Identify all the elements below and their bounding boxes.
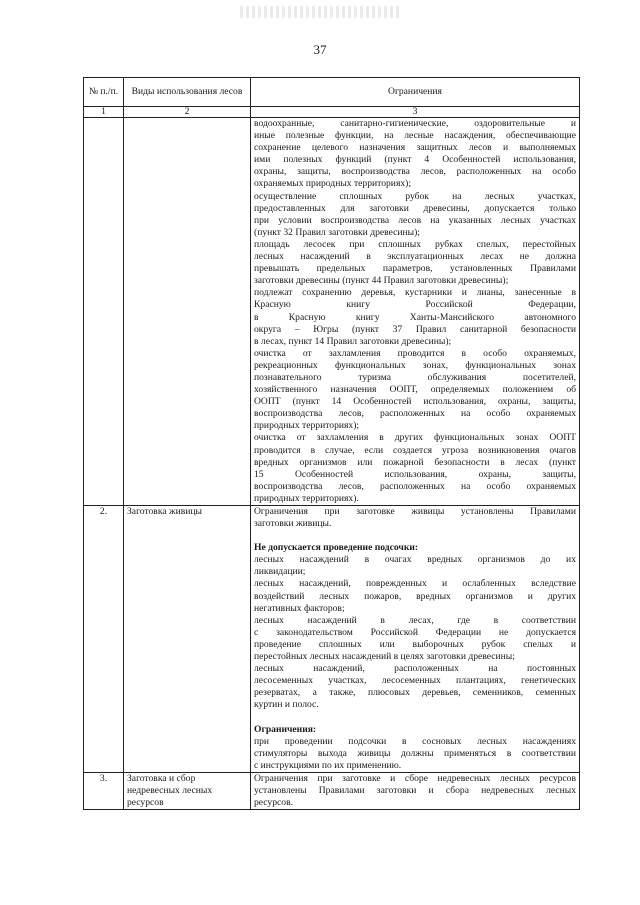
column-number-row [84,107,580,118]
text-line: перестойных лесных насаждений в целях заготовки древесины; [254,651,515,663]
text-line: лесных насаждений в очагах вредных организмов до их [254,554,576,566]
text-line: охраняемых природных территориях); [254,178,412,190]
text-line: превышать предельных параметров, установленных Правилами [254,263,576,275]
text-line: в Красную книгу Ханты-Мансийского автономного [254,311,576,323]
text-line: куртин и полос. [254,699,319,711]
text-line: с законодательством Российской Федерации не допускается [254,626,576,638]
table-row [84,772,580,809]
restrictions-cell [251,118,580,506]
table-row [84,118,580,506]
text-line: проведение сплошных или выборочных рубок спелых и [254,638,576,650]
usage-type: Заготовка и сбор недревесных лесных ресурсов [124,772,251,809]
text-line: ликвидации; [254,566,306,578]
text-line: Красную книгу Российской Федерации, [254,299,576,311]
text-line: 15 Особенностей использования, охраны, защиты, [254,468,576,480]
table-header-row [84,78,580,107]
text-line: очистка от захламления проводится в особо охраняемых, [254,347,576,359]
text-line: воспроизводства лесов, расположенных на особо охраняемых [254,408,576,420]
text-line: стимуляторы выхода живицы должны применяться в соответствии [254,747,576,759]
row-number: 3. [84,772,124,809]
text-line: (пункт 32 Правил заготовки древесины); [254,226,420,238]
text-line: вредных организмов или пожарной безопасности в лесах (пункт [254,456,576,468]
header-number: № п./п. [84,78,124,107]
row-number: 2. [84,506,124,773]
text-line: лесных насаждений в лесах, где в соответствии [254,614,576,626]
text-line: лесосеменных участках, лесосеменных плантациях, генетических [254,675,576,687]
text-line: водоохранные, санитарно-гигиенические, оздоровительные и [254,118,576,129]
text-line: в лесах, пункт 14 Правил заготовки древесины); [254,335,452,347]
text-line: при проведении подсочки в сосновых лесных насаждениях [254,735,576,747]
restrictions-table [83,77,580,810]
text-line: познавательного туризма обслуживания посетителей, [254,371,576,383]
text-line: лесных насаждений, поврежденных и ослабленных вследствие [254,578,576,590]
text-line: сохранение целевого назначения защитных лесов и выполняемых [254,142,576,154]
text-line: очистка от захламления в других функциональных зонах ООПТ [254,432,576,444]
text-line: воспроизводства лесов, расположенных на особо охраняемых [254,480,576,492]
restrictions-cell [251,772,580,809]
usage-type: Заготовка живицы [124,506,251,773]
text-line: природных территориях); [254,420,360,432]
text-line: проводится в случае, если создается угроза возникновения очагов [254,444,576,456]
text-line: Ограничения при заготовке и сборе недревесных лесных ресурсов [254,772,576,784]
text-line: рекреационных функциональных зонах, функциональных зонах [254,359,576,371]
header-restrictions: Ограничения [251,78,580,107]
text-line: ими полезных функций (пункт 4 Особенностей использования, [254,154,576,166]
text-line: лесных насаждений в эксплуатационных лесах не должна [254,251,576,263]
scan-artifact [240,6,400,18]
text-line: подлежат сохранению деревья, кустарники и лианы, занесенные в [254,287,576,299]
text-line: Ограничения: [254,723,317,735]
text-line: заготовки древесины (пункт 44 Правил заготовки древесины); [254,275,509,287]
column-number: 2 [124,107,251,118]
text-line: Ограничения при заготовке живицы установлены Правилами [254,506,576,517]
text-line: округа – Югры (пункт 37 Правил санитарной безопасности [254,323,576,335]
text-line: площадь лесосек при сплошных рубках спелых, перестойных [254,238,576,250]
text-line: лесных насаждений, расположенных на постоянных [254,663,576,675]
page-number: 37 [313,42,327,57]
text-line: негативных факторов; [254,602,345,614]
column-number: 3 [251,107,580,118]
usage-type [124,118,251,506]
blank-line [254,712,576,724]
text-line: при условии воспроизводства лесов на указанных лесных участках [254,214,576,226]
text-line: ресурсов. [254,797,294,809]
text-line: заготовки живицы. [254,518,332,530]
table-row [84,506,580,773]
text-line: охраны, защиты, воспроизводства лесов, расположенных на особо [254,166,576,178]
header-usage-type: Виды использования лесов [124,78,251,107]
text-line: ООПТ (пункт 14 Особенностей использования, охраны, защиты, [254,396,576,408]
text-line: Не допускается проведение подсочки: [254,542,419,554]
row-number [84,118,124,506]
column-number: 1 [84,107,124,118]
text-line: воздействий лесных пожаров, вредных организмов и других [254,590,576,602]
text-line: осуществление сплошных рубок на лесных участках, [254,190,576,202]
restrictions-cell [251,506,580,773]
text-line: иные полезные функции, на лесные насаждения, обеспечивающие [254,130,576,142]
text-line: природных территориях). [254,492,359,504]
text-line: предоставленных для заготовки древесины, допускается только [254,202,576,214]
text-line: резерватах, а также, плюсовых деревьев, семенников, семенных [254,687,576,699]
text-line: хозяйственного назначения ООПТ, определяемых положением об [254,384,576,396]
text-line: установлены Правилами заготовки и сбора недревесных лесных [254,784,576,796]
blank-line [254,530,576,542]
text-line: с инструкциями по их применению. [254,759,402,771]
